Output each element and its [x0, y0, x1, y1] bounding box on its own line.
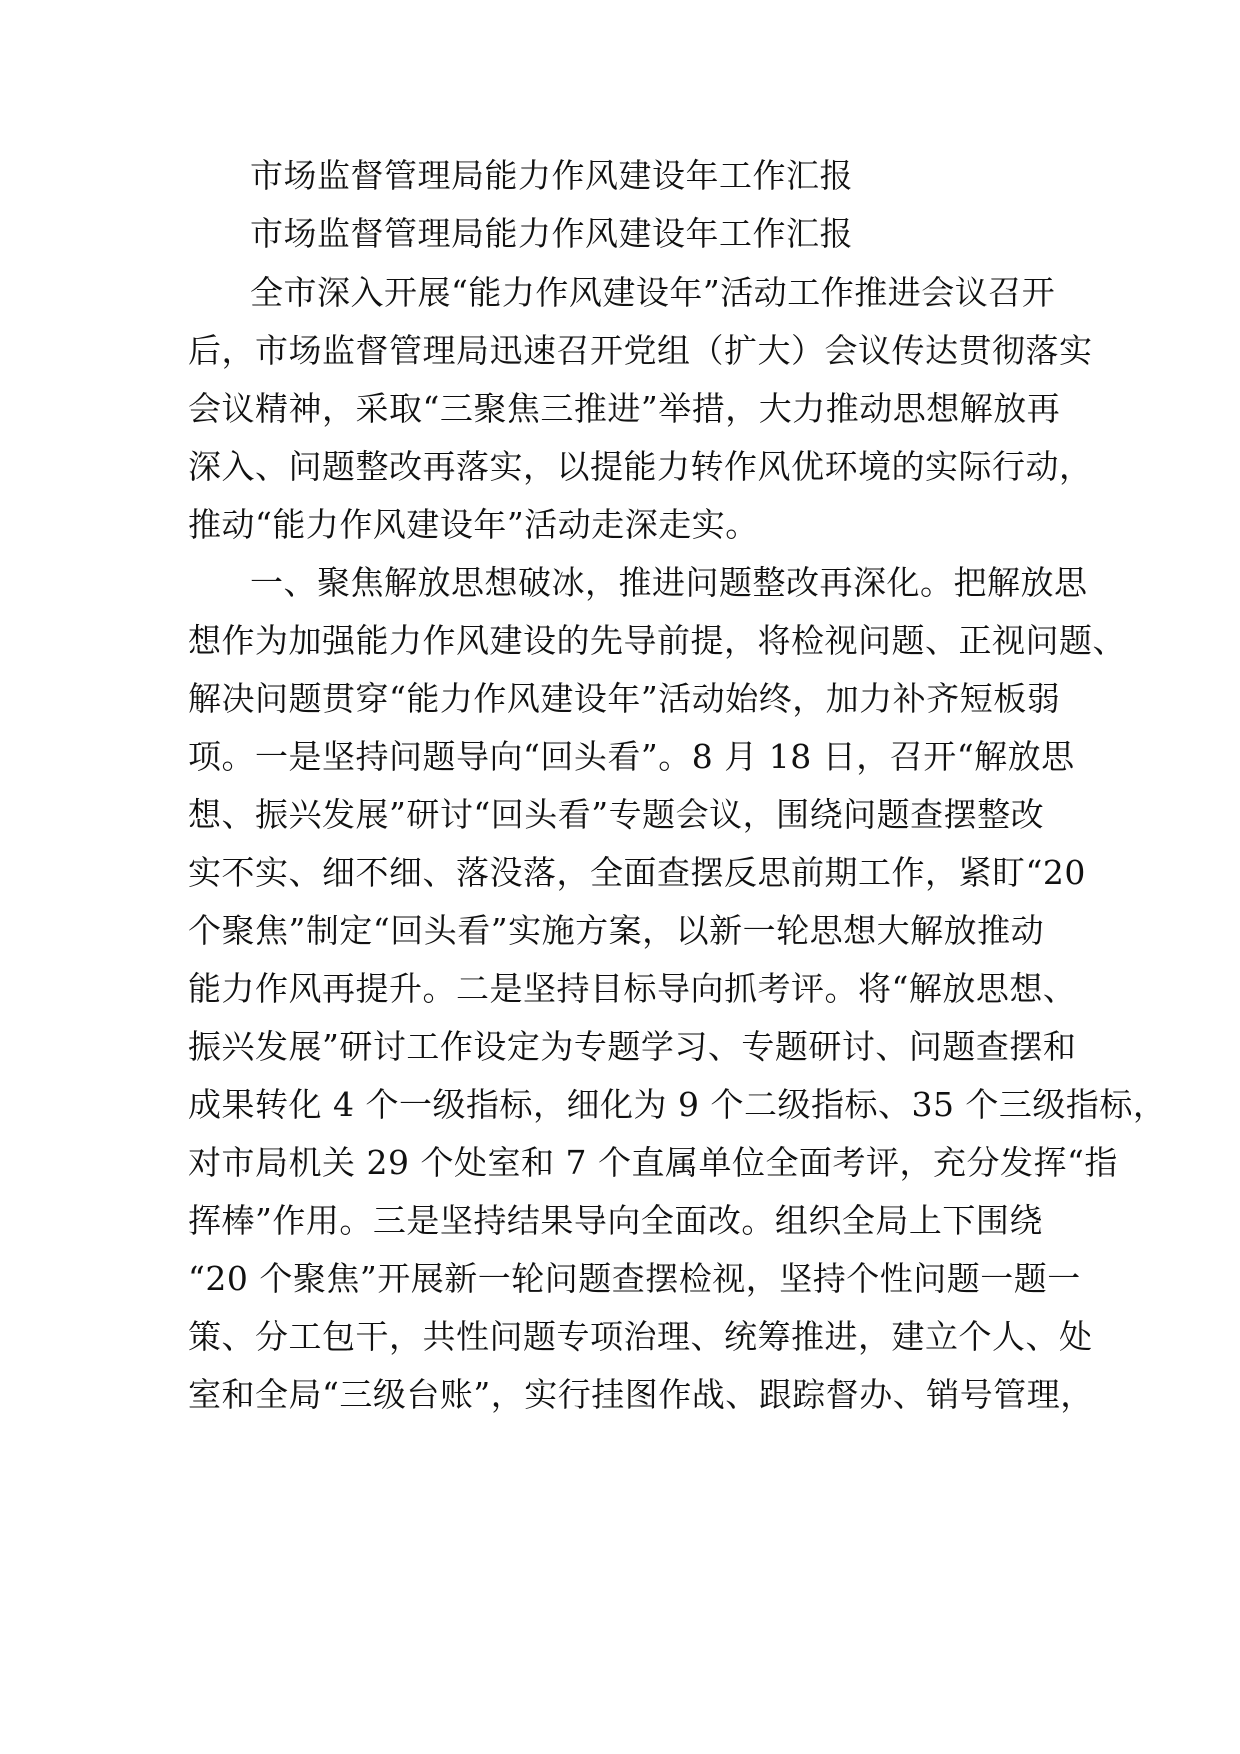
- paragraph-line: 一、聚焦解放思想破冰，推进问题整改再深化。把解放思: [250, 563, 1088, 602]
- paragraph-line: 全市深入开展“能力作风建设年”活动工作推进会议召开: [250, 273, 1056, 312]
- paragraph-line: 项。一是坚持问题导向“回头看”。8 月 18 日，召开“解放思: [188, 737, 1075, 776]
- paragraph-line: 挥棒”作用。三是坚持结果导向全面改。组织全局上下围绕: [188, 1201, 1043, 1240]
- paragraph-line: 对市局机关 29 个处室和 7 个直属单位全面考评，充分发挥“指: [188, 1143, 1118, 1182]
- paragraph-line: 策、分工包干，共性问题专项治理、统筹推进，建立个人、处: [188, 1317, 1093, 1356]
- paragraph-line: 后，市场监督管理局迅速召开党组（扩大）会议传达贯彻落实: [188, 331, 1093, 370]
- paragraph-line: 能力作风再提升。二是坚持目标导向抓考评。将“解放思想、: [188, 969, 1077, 1008]
- paragraph-line: 成果转化 4 个一级指标，细化为 9 个二级指标、35 个三级指标，: [188, 1085, 1167, 1124]
- paragraph-line: 推动“能力作风建设年”活动走深走实。: [188, 505, 759, 544]
- paragraph-line: 深入、问题整改再落实，以提能力转作风优环境的实际行动，: [188, 447, 1093, 486]
- document-title-repeat: 市场监督管理局能力作风建设年工作汇报: [250, 214, 853, 253]
- paragraph-line: 会议精神，采取“三聚焦三推进”举措，大力推动思想解放再: [188, 389, 1061, 428]
- paragraph-line: 振兴发展”研讨工作设定为专题学习、专题研讨、问题查摆和: [188, 1027, 1077, 1066]
- document-title: 市场监督管理局能力作风建设年工作汇报: [250, 156, 853, 195]
- paragraph-line: 解决问题贯穿“能力作风建设年”活动始终，加力补齐短板弱: [188, 679, 1061, 718]
- paragraph-line: 个聚焦”制定“回头看”实施方案，以新一轮思想大解放推动: [188, 911, 1045, 950]
- paragraph-line: 想作为加强能力作风建设的先导前提，将检视问题、正视问题、: [188, 621, 1126, 660]
- paragraph-line: 实不实、细不细、落没落，全面查摆反思前期工作，紧盯“20: [188, 853, 1086, 892]
- paragraph-line: 想、振兴发展”研讨“回头看”专题会议，围绕问题查摆整改: [188, 795, 1045, 834]
- paragraph-line: “20 个聚焦”开展新一轮问题查摆检视，坚持个性问题一题一: [188, 1259, 1081, 1298]
- paragraph-line: 室和全局“三级台账”，实行挂图作战、跟踪督办、销号管理，: [188, 1375, 1094, 1414]
